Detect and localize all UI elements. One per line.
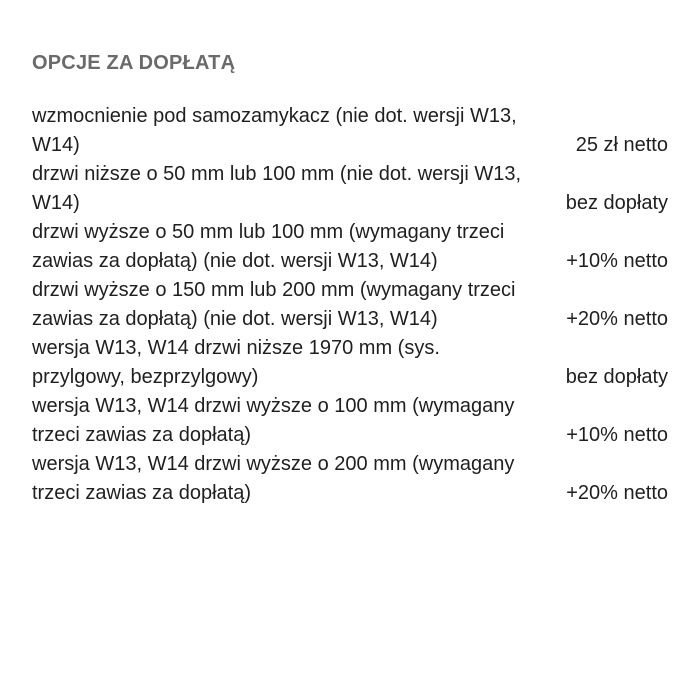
option-row: [32, 160, 668, 218]
option-price: bez dopłaty: [565, 366, 668, 388]
option-row: [32, 102, 668, 160]
option-description: drzwi niższe o 50 mm lub 100 mm (nie dot. wersji W13, W14): [32, 163, 522, 214]
option-row: [32, 334, 668, 392]
options-table: [32, 102, 668, 508]
option-description: wersja W13, W14 drzwi wyższe o 100 mm (wymagany trzeci zawias za dopłatą): [32, 395, 515, 446]
option-price: +10% netto: [566, 250, 668, 272]
option-price: bez dopłaty: [565, 192, 668, 214]
option-description: drzwi wyższe o 150 mm lub 200 mm (wymagany trzeci zawias za dopłatą) (nie dot. wersji W13, W14): [32, 279, 516, 330]
options-section: [32, 0, 668, 508]
option-row: [32, 450, 668, 508]
option-price: +20% netto: [566, 308, 668, 330]
option-row: [32, 218, 668, 276]
option-description: wersja W13, W14 drzwi wyższe o 200 mm (wymagany trzeci zawias za dopłatą): [32, 453, 515, 504]
option-description: drzwi wyższe o 50 mm lub 100 mm (wymagany trzeci zawias za dopłatą) (nie dot. wersji W13, W14): [32, 221, 505, 272]
option-price: 25 zł netto: [575, 134, 668, 156]
option-description: wzmocnienie pod samozamykacz (nie dot. wersji W13, W14): [32, 105, 517, 156]
option-description: wersja W13, W14 drzwi niższe 1970 mm (sys. przylgowy, bezprzylgowy): [32, 337, 440, 388]
option-row: [32, 276, 668, 334]
section-title: OPCJE ZA DOPŁATĄ: [32, 52, 236, 74]
option-price: +10% netto: [566, 424, 668, 446]
option-price: +20% netto: [566, 482, 668, 504]
option-row: [32, 392, 668, 450]
